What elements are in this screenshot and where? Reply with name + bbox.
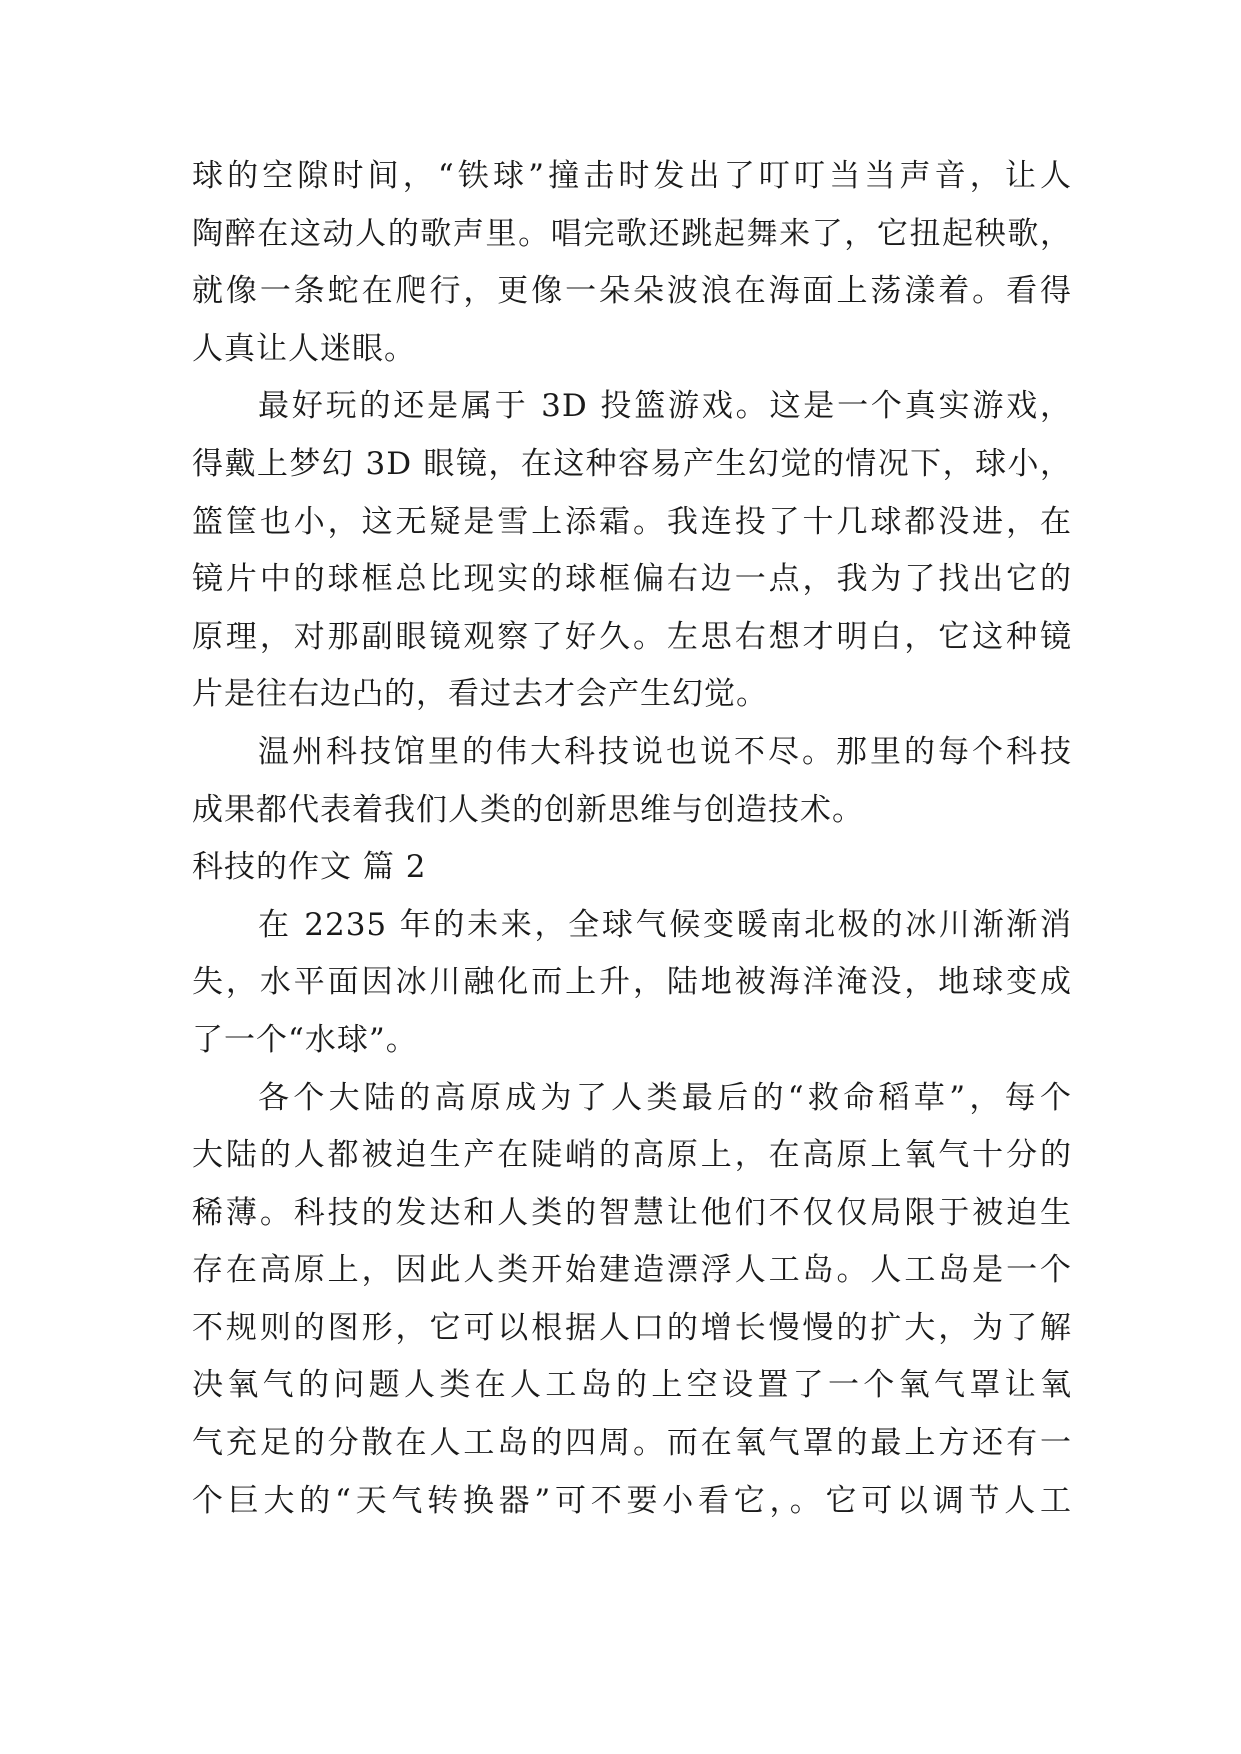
text-line: 片是往右边凸的，看过去才会产生幻觉。 [192,676,768,713]
text-line: 存在高原上，因此人类开始建造漂浮人工岛。人工岛是一个 [192,1252,1072,1289]
text-line: 失，水平面因冰川融化而上升，陆地被海洋淹没，地球变成 [192,964,1072,1001]
section-heading: 科技的作文 篇 2 [192,849,427,886]
text-line: 球的空隙时间，“铁球”撞击时发出了叮叮当当声音，让人 [192,158,1072,194]
text-line: 原理，对那副眼镜观察了好久。左思右想才明白，它这种镜 [192,618,1072,655]
text-line: 在 2235 年的未来，全球气候变暖南北极的冰川渐渐消 [258,906,1072,943]
text-line: 了一个“水球”。 [192,1021,418,1058]
paragraph [192,378,1072,724]
text-line: 最好玩的还是属于 3D 投篮游戏。这是一个真实游戏， [258,388,1072,425]
text-line: 陶醉在这动人的歌声里。唱完歌还跳起舞来了，它扭起秧歌， [192,215,1072,252]
paragraph [192,724,1072,839]
text-line: 气充足的分散在人工岛的四周。而在氧气罩的最上方还有一 [192,1425,1072,1462]
text-line: 大陆的人都被迫生产在陡峭的高原上，在高原上氧气十分的 [192,1137,1072,1174]
text-line: 稀薄。科技的发达和人类的智慧让他们不仅仅局限于被迫生 [192,1194,1072,1231]
text-line: 决氧气的问题人类在人工岛的上空设置了一个氧气罩让氧 [192,1367,1072,1404]
text-line: 得戴上梦幻 3D 眼镜，在这种容易产生幻觉的情况下，球小， [192,445,1072,482]
text-line: 各个大陆的高原成为了人类最后的“救命稻草”，每个 [258,1079,1072,1116]
text-line: 温州科技馆里的伟大科技说也说不尽。那里的每个科技 [258,733,1072,770]
text-line: 不规则的图形，它可以根据人口的增长慢慢的扩大，为了解 [192,1309,1072,1346]
text-line: 镜片中的球框总比现实的球框偏右边一点，我为了找出它的 [192,561,1072,598]
paragraph [192,1070,1072,1531]
text-line: 篮筐也小，这无疑是雪上添霜。我连投了十几球都没进，在 [192,503,1072,540]
text-line: 人真让人迷眼。 [192,330,416,367]
text-line: 个巨大的“天气转换器”可不要小看它，。它可以调节人工 [192,1482,1072,1519]
text-line: 就像一条蛇在爬行，更像一朵朵波浪在海面上荡漾着。看得 [192,273,1072,310]
document-page [192,148,1072,1530]
text-line: 成果都代表着我们人类的创新思维与创造技术。 [192,791,864,828]
paragraph [192,897,1072,1070]
paragraph [192,148,1072,378]
